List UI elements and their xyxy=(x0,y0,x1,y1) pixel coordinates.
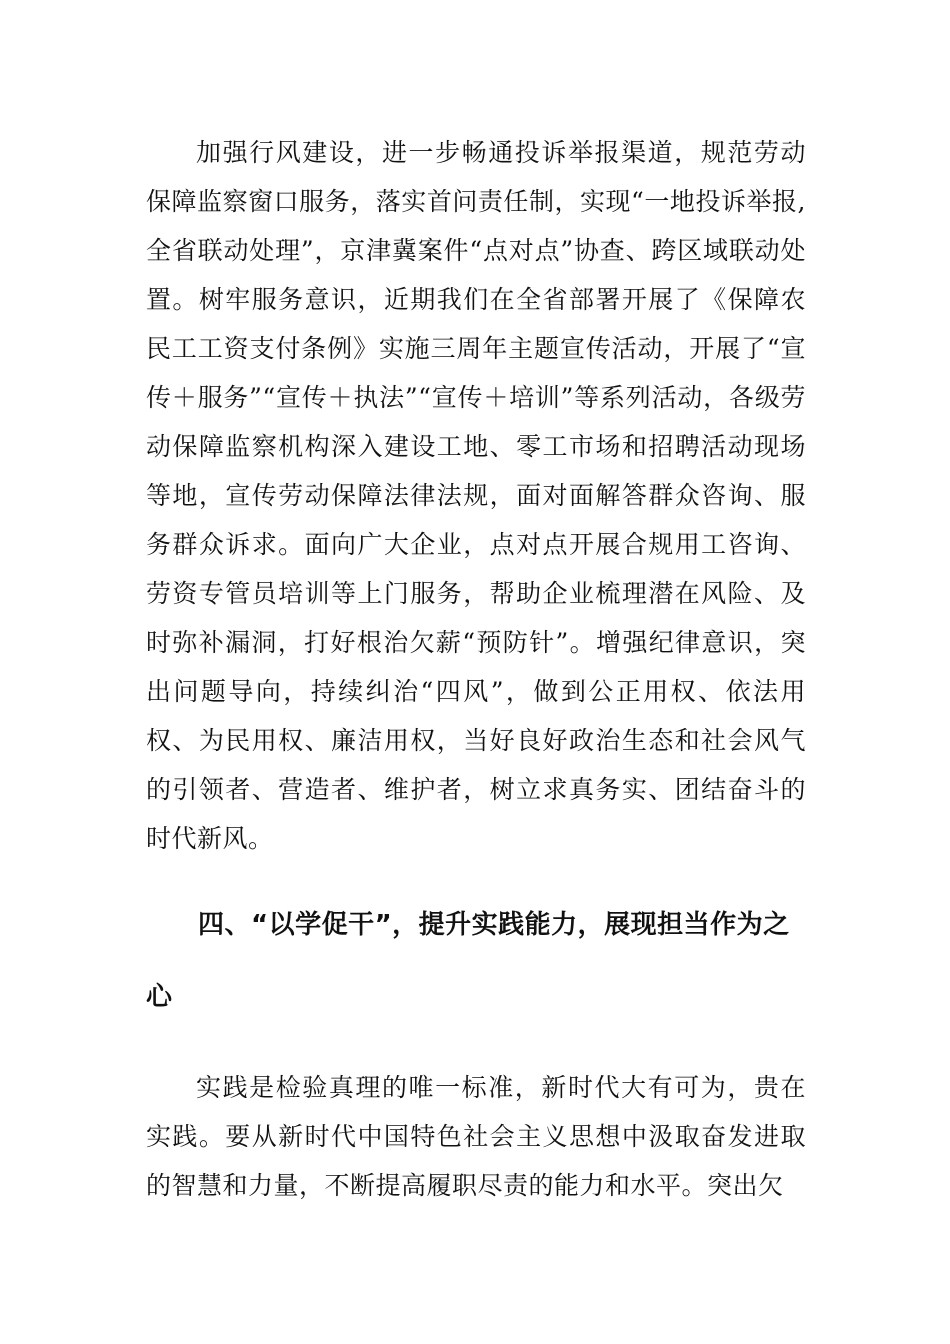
body-paragraph: 加强行风建设，进一步畅通投诉举报渠道，规范劳动保障监察窗口服务，落实首问责任制，实现“一地投诉举报,全省联动处理”，京津冀案件“点对点”协查、跨区域联动处置。树牢服务意识，近期我们在全省部署开展了《保障农民工工资支付条例》实施三周年主题宣传活动，开展了“宣传＋服务”“宣传＋执法”“宣传＋培训”等系列活动，各级劳动保障监察机构深入建设工地、零工市场和招聘活动现场等地，宣传劳动保障法律法规，面对面解答群众咨询、服务群众诉求。面向广大企业，点对点开展合规用工咨询、劳资专管员培训等上门服务，帮助企业梳理潜在风险、及时弥补漏洞，打好根治欠薪“预防针”。增强纪律意识，突出问题导向，持续纠治“四风”，做到公正用权、依法用权、为民用权、廉洁用权，当好良好政治生态和社会风气的引领者、营造者、维护者，树立求真务实、团结奋斗的时代新风。 xyxy=(146,138,806,853)
document-body xyxy=(146,128,806,1210)
body-paragraph: 实践是检验真理的唯一标准，新时代大有可为，贵在实践。要从新时代中国特色社会主义思想中汲取奋发进取的智慧和力量，不断提高履职尽责的能力和水平。突出欠 xyxy=(146,1073,806,1200)
section-heading: 四、“以学促干”，提升实践能力，展现担当作为之心 xyxy=(146,910,790,1012)
